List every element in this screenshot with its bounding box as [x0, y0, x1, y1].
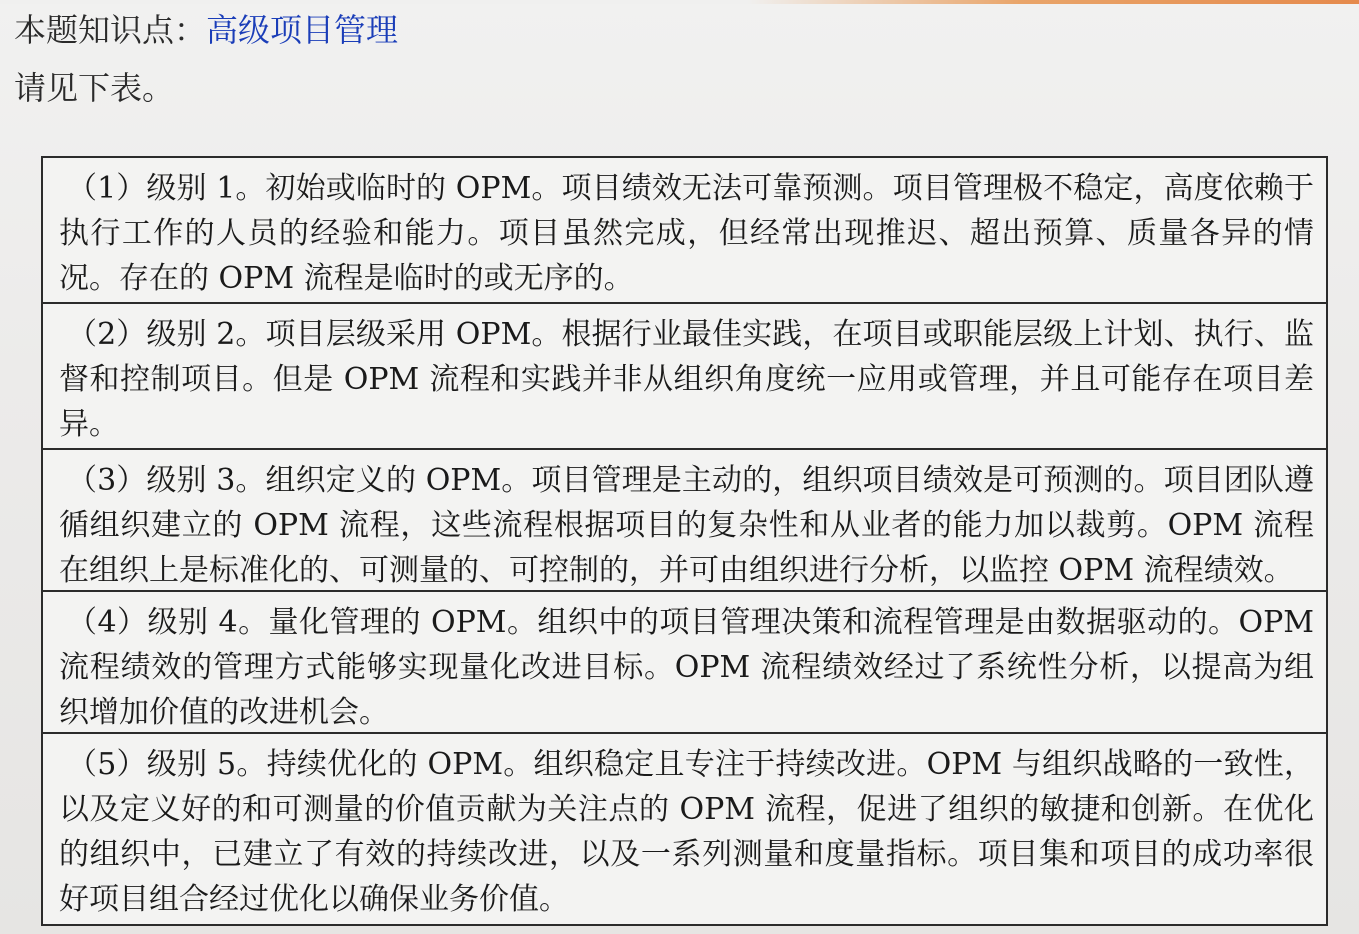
- knowledge-point-label: 本题知识点：: [14, 11, 207, 49]
- intro-text: 请见下表。: [14, 69, 175, 107]
- maturity-level-table: [41, 156, 1328, 926]
- table-row: （3）级别 3。组织定义的 OPM。项目管理是主动的，组织项目绩效是可预测的。项目团队遵循组织建立的 OPM 流程，这些流程根据项目的复杂性和从业者的能力加以裁剪。OPM 流程在组织上是标准化的、可测量的、可控制的，并可由组织进行分析，以监控 OPM 流程绩效。: [43, 450, 1326, 592]
- knowledge-point-link[interactable]: 高级项目管理: [206, 11, 399, 49]
- table-row: （4）级别 4。量化管理的 OPM。组织中的项目管理决策和流程管理是由数据驱动的。OPM 流程绩效的管理方式能够实现量化改进目标。OPM 流程绩效经过了系统性分析，以提高为组织增加价值的改进机会。: [43, 592, 1326, 734]
- table-row: （1）级别 1。初始或临时的 OPM。项目绩效无法可靠预测。项目管理极不稳定，高度依赖于执行工作的人员的经验和能力。项目虽然完成，但经常出现推迟、超出预算、质量各异的情况。存在的 OPM 流程是临时的或无序的。: [43, 158, 1326, 304]
- knowledge-point: [14, 10, 398, 50]
- table-row: （5）级别 5。持续优化的 OPM。组织稳定且专注于持续改进。OPM 与组织战略的一致性，以及定义好的和可测量的价值贡献为关注点的 OPM 流程，促进了组织的敏捷和创新。在优化的组织中，已建立了有效的持续改进，以及一系列测量和度量指标。项目集和项目的成功率很好项目组合经过优化以确保业务价值。: [59, 747, 1314, 917]
- top-edge: [0, 0, 1359, 4]
- table-row: （2）级别 2。项目层级采用 OPM。根据行业最佳实践，在项目或职能层级上计划、执行、监督和控制项目。但是 OPM 流程和实践并非从组织角度统一应用或管理，并且可能存在项目差异。: [43, 304, 1326, 450]
